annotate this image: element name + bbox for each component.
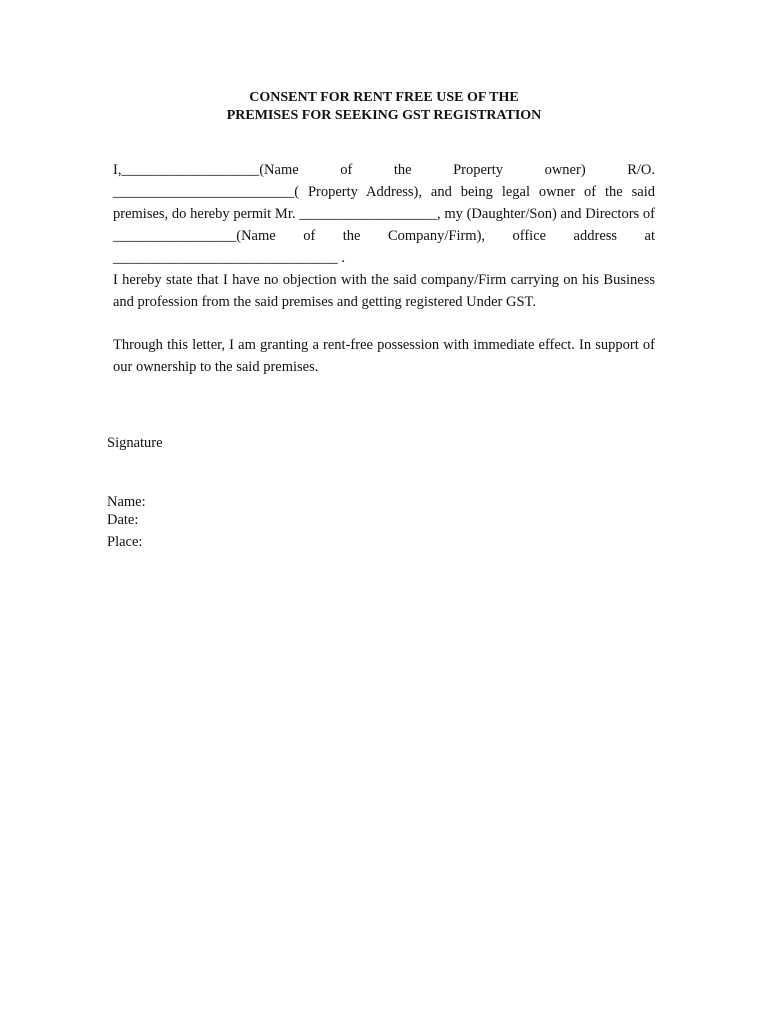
document-title-line-2: PREMISES FOR SEEKING GST REGISTRATION [226,108,542,123]
consent-paragraph: I,___________________(Name of the Property owner) R/O. _________________________( Property Address), and being legal owner of the said premises, do hereby permit Mr. ___________________, my (Daughter/Son) and Directors of _________________(Name of the Company/Firm), office address at _______________________________ . [113,162,655,266]
signature-label: Signature [107,435,163,451]
possession-paragraph: Through this letter, I am granting a rent-free possession with immediate effect. In support of our ownership to the said premises. [113,337,655,375]
date-label: Date: [107,512,139,528]
document-title-line-1: CONSENT FOR RENT FREE USE OF THE [249,90,519,105]
place-label: Place: [107,534,143,550]
no-objection-paragraph: I hereby state that I have no objection with the said company/Firm carrying on his Business and profession from the said premises and getting registered Under GST. [113,272,655,310]
name-label: Name: [107,494,146,510]
